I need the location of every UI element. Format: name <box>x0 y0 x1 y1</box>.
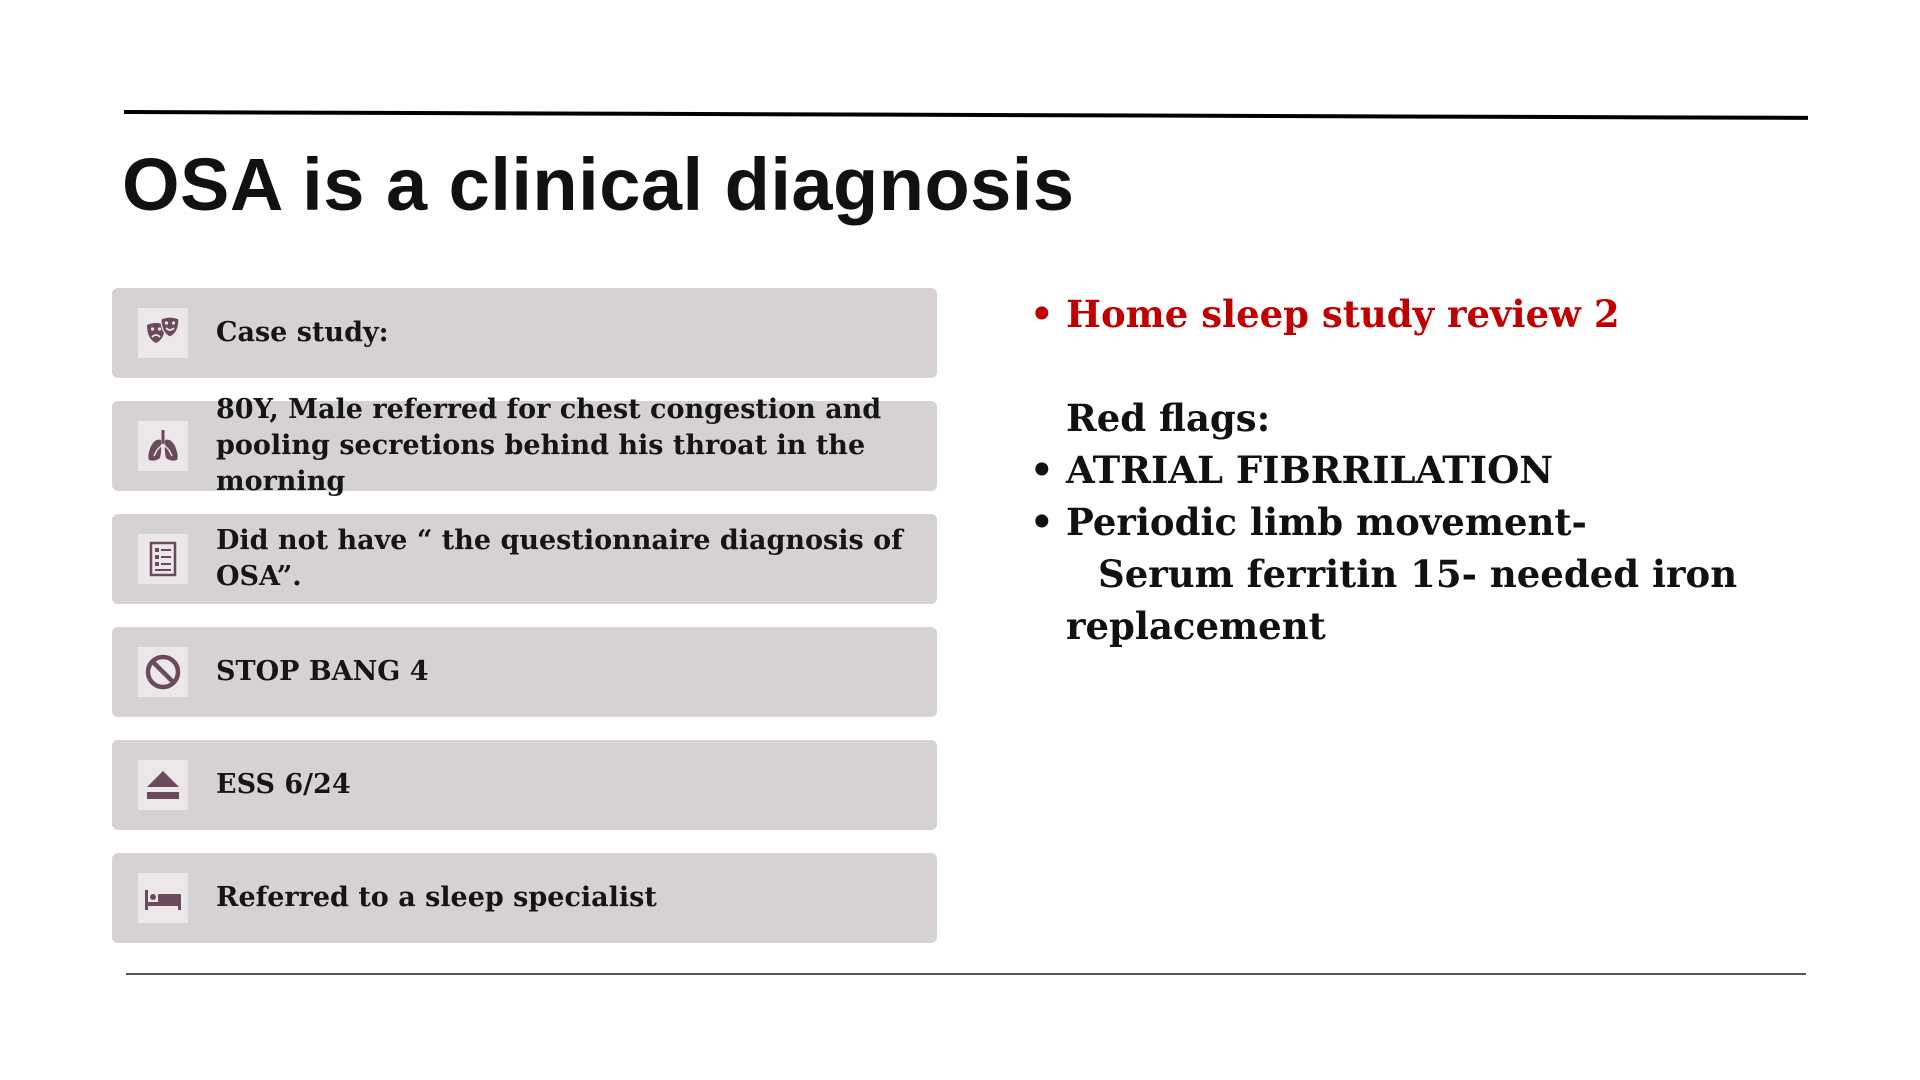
bullet-marker: • <box>1030 448 1054 492</box>
bottom-divider <box>126 973 1806 975</box>
card-stop-bang <box>112 627 937 717</box>
flag-list-item <box>1030 496 1830 548</box>
flag-detail-line: Serum ferritin 15- needed iron <box>1098 552 1738 596</box>
flag-detail-line: replacement <box>1066 604 1326 648</box>
flag-text: Periodic limb movement- <box>1066 500 1587 544</box>
bullet-marker: • <box>1030 292 1054 336</box>
spacer <box>1030 340 1830 392</box>
flag-list-item <box>1030 444 1830 496</box>
card-text: Referred to a sleep specialist <box>216 882 657 913</box>
card-patient <box>112 394 937 497</box>
card-case-study <box>112 288 937 378</box>
card-text: STOP BANG 4 <box>216 656 429 687</box>
case-card-list <box>112 288 937 966</box>
theater-masks-icon <box>138 308 188 358</box>
highlight-list-item <box>1030 288 1830 340</box>
prohibited-icon <box>138 647 188 697</box>
sleep-study-panel <box>1030 288 1830 652</box>
card-referral <box>112 853 937 943</box>
card-text: Did not have “ the questionnaire diagnosis of OSA”. <box>216 525 903 592</box>
card-text: ESS 6/24 <box>216 769 351 800</box>
bullet-marker: • <box>1030 500 1054 544</box>
card-questionnaire <box>112 514 937 604</box>
lungs-icon <box>138 421 188 471</box>
red-flags-heading: Red flags: <box>1066 396 1271 440</box>
checklist-icon <box>138 534 188 584</box>
highlight-item-text: Home sleep study review 2 <box>1066 292 1620 336</box>
eject-icon <box>138 760 188 810</box>
card-text: Case study: <box>216 317 389 348</box>
top-divider <box>124 110 1808 120</box>
bed-icon <box>138 873 188 923</box>
slide-title: OSA is a clinical diagnosis <box>122 143 1075 226</box>
card-text: 80Y, Male referred for chest congestion and pooling secretions behind his throat in the morning <box>216 394 882 497</box>
flag-text: ATRIAL FIBRRILATION <box>1066 448 1554 492</box>
card-ess <box>112 740 937 830</box>
